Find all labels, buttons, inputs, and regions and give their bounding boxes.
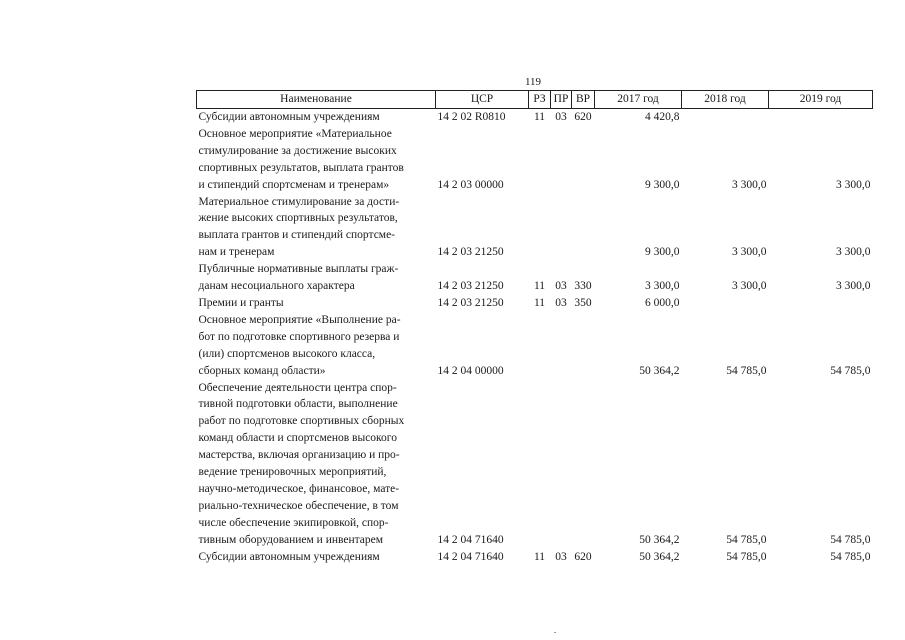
row-name <box>197 194 436 262</box>
row-vr: 330 <box>574 280 592 293</box>
row-name-line: выплата грантов и стипендий спортсме- <box>198 229 396 242</box>
row-name-line: (или) спортсменов высокого класса, <box>198 347 376 360</box>
row-name-line: Обеспечение деятельности центра спор- <box>198 381 397 394</box>
row-2019: 54 785,0 <box>830 550 871 563</box>
table-row <box>197 312 873 380</box>
row-rz <box>529 312 551 380</box>
row-2017: 9 300,0 <box>645 178 680 191</box>
row-name-line: жение высоких спортивных результатов, <box>198 212 398 225</box>
row-rz: 11 <box>533 280 546 293</box>
row-2017: 50 364,2 <box>639 550 680 563</box>
row-csr: 14 2 04 71640 <box>437 533 504 546</box>
row-vr: 620 <box>574 550 592 563</box>
row-rz <box>529 380 551 549</box>
row-pr <box>551 312 572 380</box>
row-rz <box>529 126 551 194</box>
row-2018 <box>682 109 769 126</box>
row-name-line: Основное мероприятие «Материальное <box>198 127 392 140</box>
row-rz: 11 <box>533 550 546 563</box>
row-vr <box>572 380 595 549</box>
table-row <box>197 194 873 262</box>
row-2017: 9 300,0 <box>645 246 680 259</box>
row-name-line: тивной подготовки области, выполнение <box>198 398 398 411</box>
row-2019: 3 300,0 <box>836 280 871 293</box>
table-row <box>197 126 873 194</box>
row-name-line: научно-методическое, финансовое, мате- <box>198 482 400 495</box>
row-name-line: Субсидии автономным учреждениям <box>198 111 380 123</box>
row-pr <box>551 126 572 194</box>
table-row <box>197 261 873 295</box>
row-2018: 54 785,0 <box>726 533 767 546</box>
row-pr <box>551 380 572 549</box>
header-2017: 2017 год <box>595 91 682 109</box>
row-2019: 3 300,0 <box>836 246 871 259</box>
row-csr: 14 2 03 21250 <box>437 296 504 309</box>
row-name <box>197 549 436 566</box>
row-rz: 11 <box>533 296 546 309</box>
table-row <box>197 549 873 566</box>
row-pr: 03 <box>555 550 567 563</box>
row-name-line: стимулирование за достижение высоких <box>198 144 397 157</box>
row-name <box>197 109 436 126</box>
row-name <box>197 261 436 295</box>
row-name-line: Основное мероприятие «Выполнение ра- <box>198 313 401 326</box>
table-header-row <box>197 91 873 109</box>
row-2017: 50 364,2 <box>639 533 680 546</box>
row-name <box>197 126 436 194</box>
row-2019 <box>769 109 873 126</box>
row-2017: 6 000,0 <box>645 296 680 309</box>
row-name-line: тивным оборудованием и инвентарем <box>198 533 384 546</box>
row-2019: 54 785,0 <box>830 364 871 377</box>
row-name-line: Материальное стимулирование за дости- <box>198 195 400 208</box>
row-csr: 14 2 02 R0810 <box>437 111 506 123</box>
row-rz <box>529 194 551 262</box>
row-pr <box>551 194 572 262</box>
row-pr: 03 <box>555 280 567 293</box>
row-2018: 3 300,0 <box>732 246 767 259</box>
row-vr: 620 <box>574 111 592 123</box>
table-row <box>197 380 873 549</box>
row-name-line: ведение тренировочных мероприятий, <box>198 466 387 479</box>
row-name-line: спортивных результатов, выплата грантов <box>198 161 404 174</box>
row-2018: 54 785,0 <box>726 550 767 563</box>
row-name-line: сборных команд области» <box>198 364 326 377</box>
row-name-line: бот по подготовке спортивного резерва и <box>198 330 400 343</box>
row-name-line: команд области и спортсменов высокого <box>198 432 397 445</box>
row-name-line: мастерства, включая организацию и про- <box>198 449 400 462</box>
table-body <box>197 109 873 566</box>
row-vr <box>572 312 595 380</box>
row-name <box>197 380 436 549</box>
row-2017: 3 300,0 <box>645 280 680 293</box>
row-name <box>197 312 436 380</box>
row-2019 <box>769 295 873 312</box>
header-name: Наименование <box>197 91 436 109</box>
row-csr: 14 2 04 71640 <box>437 550 504 563</box>
row-vr <box>572 126 595 194</box>
row-2018: 54 785,0 <box>726 364 767 377</box>
row-name <box>197 295 436 312</box>
row-csr: 14 2 04 00000 <box>437 364 504 377</box>
row-csr: 14 2 03 21250 <box>437 246 504 259</box>
row-name-line: Публичные нормативные выплаты граж- <box>198 263 399 276</box>
row-2017: 50 364,2 <box>639 364 680 377</box>
row-2018 <box>682 295 769 312</box>
row-pr: 03 <box>555 111 567 123</box>
row-name-line: Премии и гранты <box>198 296 284 309</box>
row-name-line: риально-техническое обеспечение, в том <box>198 499 399 512</box>
row-vr <box>572 194 595 262</box>
table-row <box>197 109 873 126</box>
header-csr: ЦСР <box>436 91 529 109</box>
header-pr: ПР <box>551 91 572 109</box>
row-2018: 3 300,0 <box>732 178 767 191</box>
row-2018: 3 300,0 <box>732 280 767 293</box>
row-csr: 14 2 03 00000 <box>437 178 504 191</box>
row-name-line: работ по подготовке спортивных сборных <box>198 415 405 428</box>
page-number: 119 <box>524 76 542 88</box>
row-name-line: Субсидии автономным учреждениям <box>198 550 380 563</box>
row-pr: 03 <box>555 296 567 309</box>
scan-artifact <box>554 632 556 633</box>
row-csr: 14 2 03 21250 <box>437 280 504 293</box>
row-name-line: и стипендий спортсменам и тренерам» <box>198 178 390 191</box>
row-name-line: данам несоциального характера <box>198 280 355 293</box>
row-2017: 4 420,8 <box>645 111 680 123</box>
row-rz: 11 <box>533 111 546 123</box>
row-vr: 350 <box>574 296 592 309</box>
header-vr: ВР <box>572 91 595 109</box>
row-2019: 3 300,0 <box>836 178 871 191</box>
row-name-line: нам и тренерам <box>198 246 275 259</box>
row-name-line: числе обеспечение экипировкой, спор- <box>198 516 389 529</box>
budget-table <box>196 90 873 565</box>
table-row <box>197 295 873 312</box>
header-rz: РЗ <box>529 91 551 109</box>
header-2018: 2018 год <box>682 91 769 109</box>
row-2019: 54 785,0 <box>830 533 871 546</box>
header-2019: 2019 год <box>769 91 873 109</box>
